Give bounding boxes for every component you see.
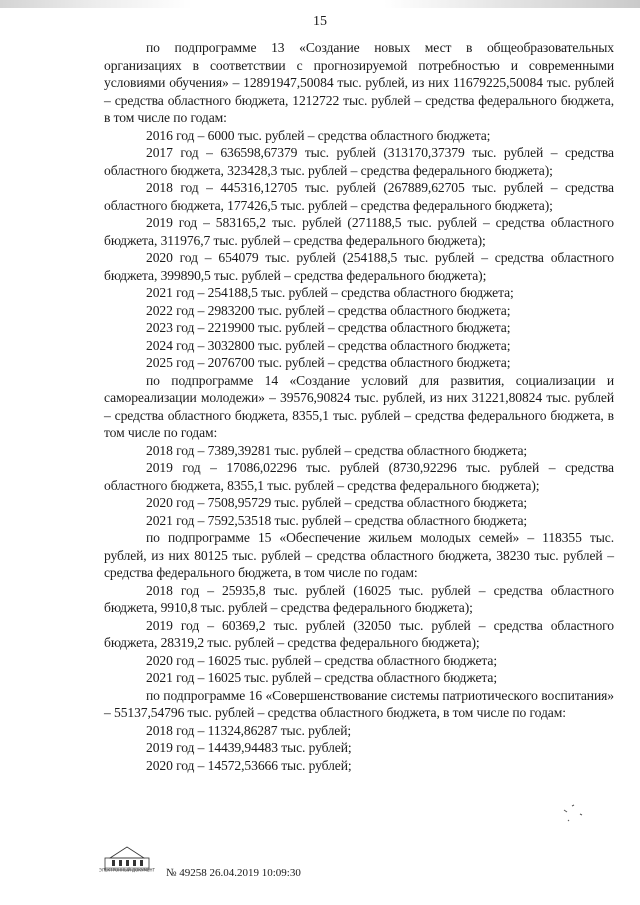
sp15-year-2019-line: 2019 год – 60369,2 тыс. рублей (32050 тыс. рублей – средства областного бюджета, 28319,2 тыс. рублей – средства федерального бюджета); bbox=[104, 617, 614, 650]
document-registration-stamp: № 49258 26.04.2019 10:09:30 bbox=[166, 867, 301, 879]
paragraph-subprogram-14: по подпрограмме 14 «Создание условий для развития, социализации и самореализации молодежи» – 39576,90824 тыс. рублей, из них 31221,80824 тыс. рублей – средства областного бюджета, 8355,1 тыс. рублей – средства федерального бюджета, в том числе по годам: bbox=[104, 372, 614, 440]
paragraph-subprogram-13: по подпрограмме 13 «Создание новых мест в общеобразовательных организациях в соответствии с прогнозируемой потребностью и современными условиями обучения» – 12891947,50084 тыс. рублей, из них 11679225,50084 тыс. рублей – средства областного бюджета, 1212722 тыс. рублей – средства федерального бюджета, в том числе по годам: bbox=[104, 40, 614, 125]
sp15-year-2020-line: 2020 год – 16025 тыс. рублей – средства областного бюджета; bbox=[146, 652, 498, 668]
pen-marks bbox=[560, 800, 600, 830]
paragraph-subprogram-16: по подпрограмме 16 «Совершенствование системы патриотического воспитания» – 55137,54796 тыс. рублей – средства областного бюджета, в том числе по годам: bbox=[104, 687, 614, 720]
year-2017-line: 2017 год – 636598,67379 тыс. рублей (313170,37379 тыс. рублей – средства областного бюджета, 323428,3 тыс. рублей – средства федерального бюджета); bbox=[104, 145, 614, 178]
sp16-year-2018-line: 2018 год – 11324,86287 тыс. рублей; bbox=[146, 722, 352, 738]
sp14-year-2018-line: 2018 год – 7389,39281 тыс. рублей – средства областного бюджета; bbox=[146, 442, 528, 458]
year-2020-line: 2020 год – 654079 тыс. рублей (254188,5 тыс. рублей – средства областного бюджета, 399890,5 тыс. рублей – средства федерального бюджета); bbox=[104, 250, 614, 283]
year-2025-line: 2025 год – 2076700 тыс. рублей – средства областного бюджета; bbox=[146, 355, 511, 370]
sp16-year-2019-line: 2019 год – 14439,94483 тыс. рублей; bbox=[146, 740, 352, 755]
electronic-document-logo bbox=[99, 844, 155, 873]
logo-caption: ЭЛЕКТРОННЫЙ ДОКУМЕНТ bbox=[99, 867, 155, 873]
year-2024-line: 2024 год – 3032800 тыс. рублей – средства областного бюджета; bbox=[146, 337, 511, 353]
year-2021-line: 2021 год – 254188,5 тыс. рублей – средства областного бюджета; bbox=[146, 285, 514, 300]
sp16-year-2020-line: 2020 год – 14572,53666 тыс. рублей; bbox=[146, 757, 352, 773]
sp15-year-2021-line: 2021 год – 16025 тыс. рублей – средства областного бюджета; bbox=[146, 670, 498, 685]
scan-edge-shading bbox=[0, 0, 640, 8]
sp14-year-2019-line: 2019 год – 17086,02296 тыс. рублей (8730,92296 тыс. рублей – средства областного бюджета, 8355,1 тыс. рублей – средства федерального бюджета); bbox=[104, 460, 614, 493]
year-2016-line: 2016 год – 6000 тыс. рублей – средства областного бюджета; bbox=[146, 127, 491, 143]
document-body bbox=[104, 39, 614, 774]
paragraph-subprogram-15: по подпрограмме 15 «Обеспечение жильем молодых семей» – 118355 тыс. рублей, из них 80125 тыс. рублей – средства областного бюджета, 38230 тыс. рублей – средства федерального бюджета, в том числе по годам: bbox=[104, 530, 614, 580]
sp14-year-2021-line: 2021 год – 7592,53518 тыс. рублей – средства областного бюджета; bbox=[146, 512, 528, 528]
page-number: 15 bbox=[313, 14, 327, 29]
year-2019-line: 2019 год – 583165,2 тыс. рублей (271188,5 тыс. рублей – средства областного бюджета, 311976,7 тыс. рублей – средства федерального бюджета); bbox=[104, 215, 614, 248]
year-2018-line: 2018 год – 445316,12705 тыс. рублей (267889,62705 тыс. рублей – средства областного бюджета, 177426,5 тыс. рублей – средства федерального бюджета); bbox=[104, 180, 614, 213]
sp14-year-2020-line: 2020 год – 7508,95729 тыс. рублей – средства областного бюджета; bbox=[146, 495, 528, 510]
year-2022-line: 2022 год – 2983200 тыс. рублей – средства областного бюджета; bbox=[146, 302, 511, 318]
document-footer bbox=[99, 838, 524, 879]
year-2023-line: 2023 год – 2219900 тыс. рублей – средства областного бюджета; bbox=[146, 320, 511, 335]
sp15-year-2018-line: 2018 год – 25935,8 тыс. рублей (16025 тыс. рублей – средства областного бюджета, 9910,8 тыс. рублей – средства федерального бюджета); bbox=[104, 582, 614, 615]
